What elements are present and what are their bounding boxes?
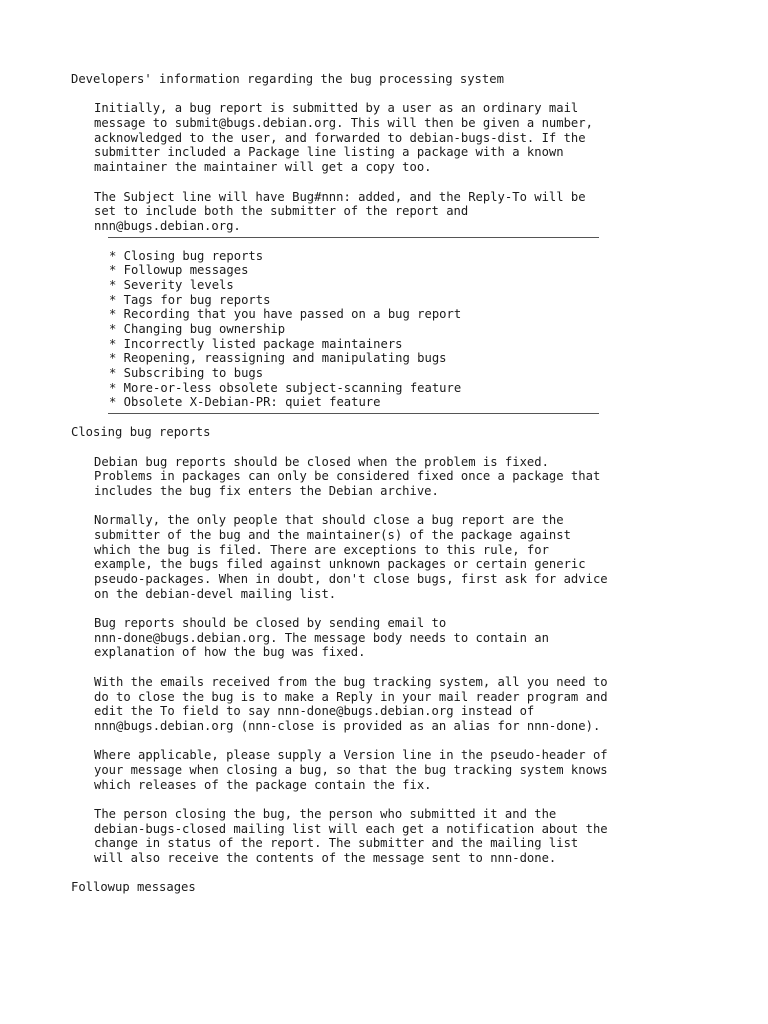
toc-item-reopening[interactable]: * Reopening, reassigning and manipulating bugs bbox=[109, 351, 447, 366]
text-line: will also receive the contents of the message sent to nnn-done. bbox=[94, 851, 557, 866]
spacer bbox=[71, 734, 651, 749]
text-line: which the bug is filed. There are exceptions to this rule, for bbox=[94, 542, 549, 557]
toc-item-closing[interactable]: * Closing bug reports bbox=[109, 248, 264, 263]
section-heading-followup: Followup messages bbox=[71, 880, 196, 895]
text-line: set to include both the submitter of the report and bbox=[94, 204, 469, 219]
spacer bbox=[71, 499, 651, 514]
intro-paragraph-2 bbox=[94, 190, 651, 234]
document bbox=[71, 72, 651, 895]
spacer bbox=[71, 866, 651, 881]
text-line: The Subject line will have Bug#nnn: added, and the Reply-To will be bbox=[94, 189, 586, 204]
text-line: includes the bug fix enters the Debian archive. bbox=[94, 483, 439, 498]
text-line: acknowledged to the user, and forwarded to debian-bugs-dist. If the bbox=[94, 130, 586, 145]
text-line: Bug reports should be closed by sending email to bbox=[94, 616, 447, 631]
text-line: explanation of how the bug was fixed. bbox=[94, 645, 366, 660]
closing-paragraph-5 bbox=[94, 748, 651, 792]
section-heading-closing: Closing bug reports bbox=[71, 425, 211, 440]
spacer bbox=[71, 601, 651, 616]
text-line: on the debian-devel mailing list. bbox=[94, 586, 337, 601]
text-line: debian-bugs-closed mailing list will each get a notification about the bbox=[94, 821, 608, 836]
text-line: Initially, a bug report is submitted by a user as an ordinary mail bbox=[94, 101, 579, 116]
text-line: pseudo-packages. When in doubt, don't close bugs, first ask for advice bbox=[94, 572, 608, 586]
text-line: submitter included a Package line listing a package with a known bbox=[94, 145, 564, 160]
spacer bbox=[71, 440, 651, 455]
spacer bbox=[71, 660, 651, 675]
spacer bbox=[71, 175, 651, 190]
page-title: Developers' information regarding the bug processing system bbox=[71, 72, 504, 86]
horizontal-rule-top bbox=[108, 237, 599, 238]
closing-paragraph-6 bbox=[94, 807, 651, 866]
text-line: nnn-done@bugs.debian.org. The message body needs to contain an bbox=[94, 630, 549, 645]
text-line: Where applicable, please supply a Version line in the pseudo-header of bbox=[94, 748, 608, 763]
toc-item-followup[interactable]: * Followup messages bbox=[109, 263, 249, 278]
text-line: Normally, the only people that should close a bug report are the bbox=[94, 513, 564, 528]
table-of-contents bbox=[109, 249, 651, 411]
toc-item-subscribing[interactable]: * Subscribing to bugs bbox=[109, 366, 264, 381]
toc-item-subject-scanning[interactable]: * More-or-less obsolete subject-scanning feature bbox=[109, 380, 462, 395]
text-line: Debian bug reports should be closed when the problem is fixed. bbox=[94, 454, 549, 469]
toc-item-tags[interactable]: * Tags for bug reports bbox=[109, 292, 271, 307]
text-line: With the emails received from the bug tracking system, all you need to bbox=[94, 674, 608, 689]
text-line: change in status of the report. The submitter and the mailing list bbox=[94, 836, 579, 851]
toc-item-severity[interactable]: * Severity levels bbox=[109, 277, 234, 292]
text-line: do to close the bug is to make a Reply in your mail reader program and bbox=[94, 689, 608, 704]
text-line: maintainer the maintainer will get a copy too. bbox=[94, 160, 432, 175]
toc-item-forwarded[interactable]: * Recording that you have passed on a bug report bbox=[109, 307, 462, 322]
spacer bbox=[71, 87, 651, 102]
closing-paragraph-2 bbox=[94, 513, 651, 601]
text-line: your message when closing a bug, so that the bug tracking system knows bbox=[94, 762, 608, 777]
intro-paragraph-1 bbox=[94, 101, 651, 174]
toc-item-maintainers[interactable]: * Incorrectly listed package maintainers bbox=[109, 336, 403, 351]
closing-paragraph-4 bbox=[94, 675, 651, 734]
text-line: message to submit@bugs.debian.org. This will then be given a number, bbox=[94, 116, 593, 131]
text-line: which releases of the package contain the fix. bbox=[94, 777, 432, 792]
text-line: edit the To field to say nnn-done@bugs.debian.org instead of bbox=[94, 704, 535, 719]
text-line: The person closing the bug, the person who submitted it and the bbox=[94, 807, 557, 821]
text-line: nnn@bugs.debian.org (nnn-close is provided as an alias for nnn-done). bbox=[94, 718, 601, 733]
toc-item-x-debian-pr[interactable]: * Obsolete X-Debian-PR: quiet feature bbox=[109, 395, 381, 410]
toc-item-ownership[interactable]: * Changing bug ownership bbox=[109, 322, 286, 336]
closing-paragraph-3 bbox=[94, 616, 651, 660]
text-line: submitter of the bug and the maintainer(s) of the package against bbox=[94, 527, 571, 542]
text-line: Problems in packages can only be considered fixed once a package that bbox=[94, 469, 601, 484]
closing-paragraph-1 bbox=[94, 455, 651, 499]
spacer bbox=[71, 792, 651, 807]
text-line: example, the bugs filed against unknown packages or certain generic bbox=[94, 557, 586, 572]
horizontal-rule-bottom bbox=[108, 413, 599, 414]
text-line: nnn@bugs.debian.org. bbox=[94, 218, 241, 233]
